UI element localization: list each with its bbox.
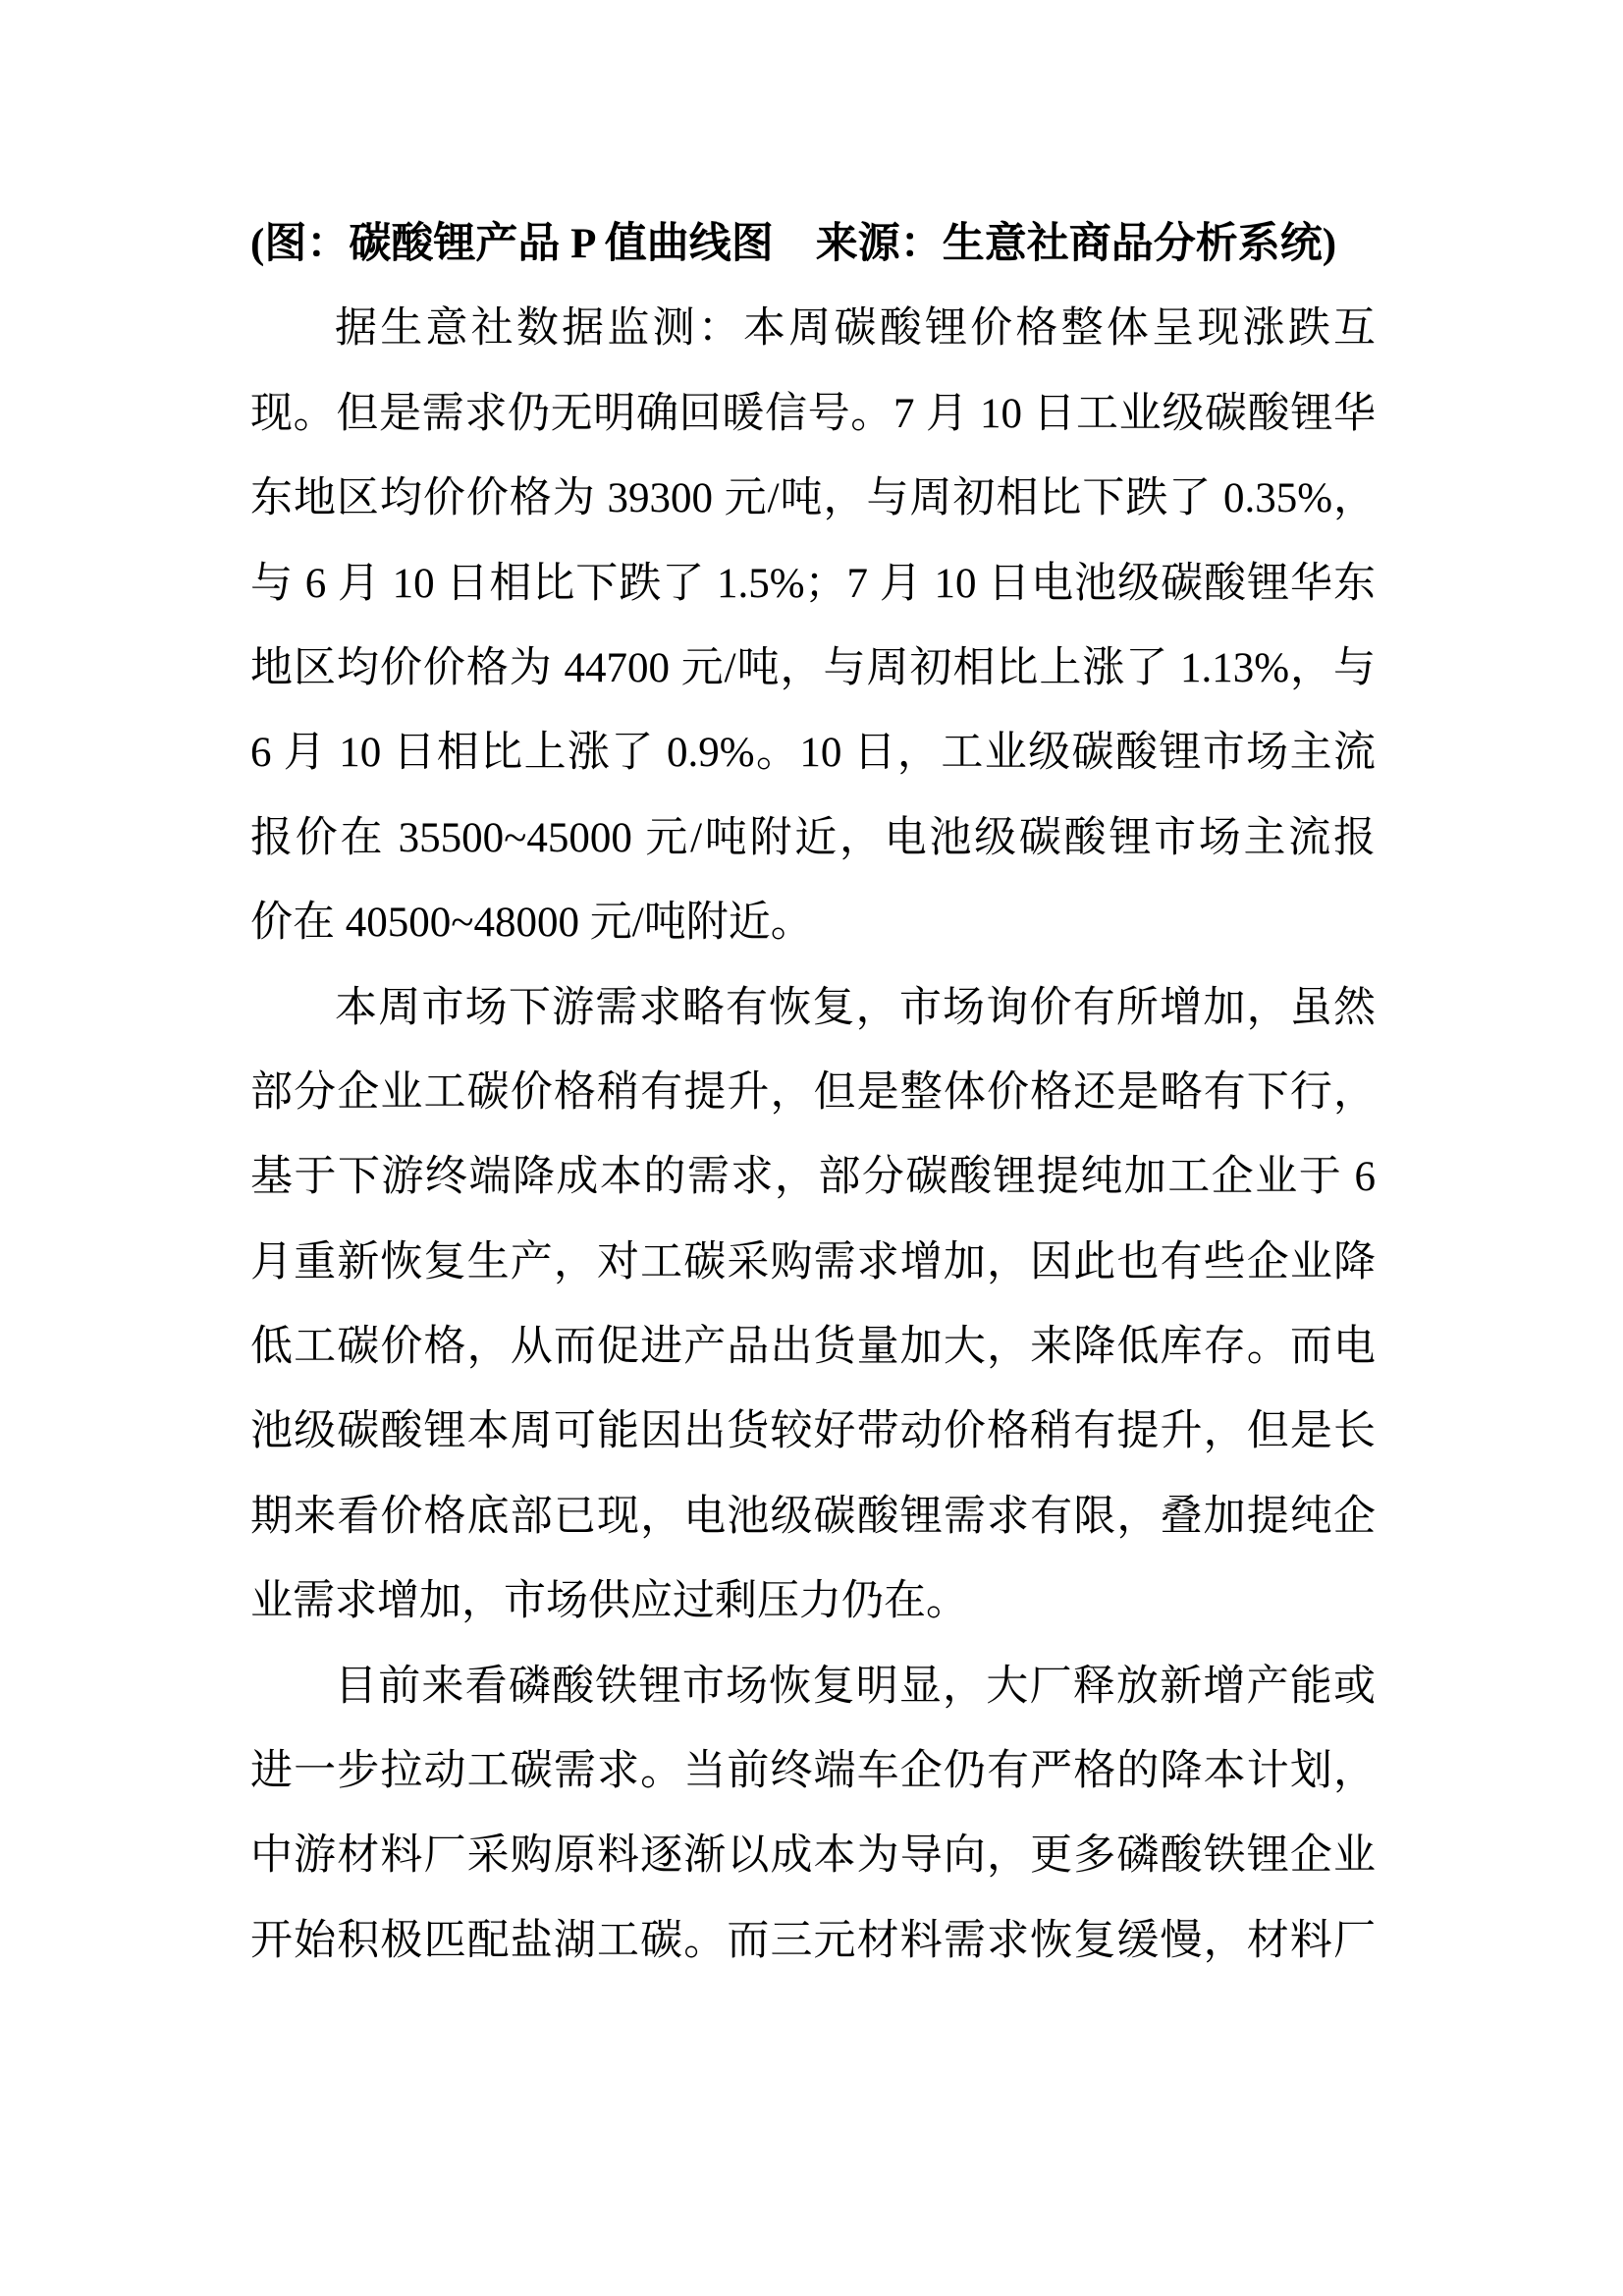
doc-line-13: 月重新恢复生产，对工碳采购需求增加，因此也有些企业降	[250, 1238, 1376, 1285]
doc-line-3: 现。但是需求仍无明确回暖信号。7 月 10 日工业级碳酸锂华	[250, 390, 1376, 437]
doc-line-21: 开始积极匹配盐湖工碳。而三元材料需求恢复缓慢，材料厂	[250, 1917, 1376, 1964]
doc-line-8: 报价在 35500~45000 元/吨附近，电池级碳酸锂市场主流报	[250, 814, 1376, 861]
doc-line-17: 业需求增加，市场供应过剩压力仍在。	[250, 1578, 968, 1625]
text-block	[250, 202, 1376, 1984]
doc-line-7: 6 月 10 日相比上涨了 0.9%。10 日，工业级碳酸锂市场主流	[250, 730, 1376, 777]
doc-line-19: 进一步拉动工碳需求。当前终端车企仍有严格的降本计划，	[250, 1748, 1376, 1795]
doc-line-1: (图：碳酸锂产品 P 值曲线图 来源：生意社商品分析系统)	[250, 221, 1337, 267]
doc-line-9: 价在 40500~48000 元/吨附近。	[250, 900, 813, 947]
doc-line-11: 部分企业工碳价格稍有提升，但是整体价格还是略有下行，	[250, 1068, 1376, 1116]
doc-line-18: 目前来看磷酸铁锂市场恢复明显，大厂释放新增产能或	[335, 1663, 1376, 1710]
doc-line-16: 期来看价格底部已现，电池级碳酸锂需求有限，叠加提纯企	[250, 1493, 1376, 1540]
doc-line-6: 地区均价价格为 44700 元/吨，与周初相比上涨了 1.13%，与	[250, 644, 1376, 691]
doc-line-2: 据生意社数据监测：本周碳酸锂价格整体呈现涨跌互	[335, 305, 1376, 353]
doc-line-4: 东地区均价价格为 39300 元/吨，与周初相比下跌了 0.35%，	[250, 475, 1376, 522]
doc-line-20: 中游材料厂采购原料逐渐以成本为导向，更多磷酸铁锂企业	[250, 1832, 1376, 1880]
doc-line-12: 基于下游终端降成本的需求，部分碳酸锂提纯加工企业于 6	[250, 1154, 1376, 1201]
doc-line-10: 本周市场下游需求略有恢复，市场询价有所增加，虽然	[335, 984, 1376, 1031]
doc-line-5: 与 6 月 10 日相比下跌了 1.5%；7 月 10 日电池级碳酸锂华东	[250, 560, 1376, 607]
doc-line-15: 池级碳酸锂本周可能因出货较好带动价格稍有提升，但是长	[250, 1408, 1376, 1455]
doc-line-14: 低工碳价格，从而促进产品出货量加大，来降低库存。而电	[250, 1324, 1376, 1371]
